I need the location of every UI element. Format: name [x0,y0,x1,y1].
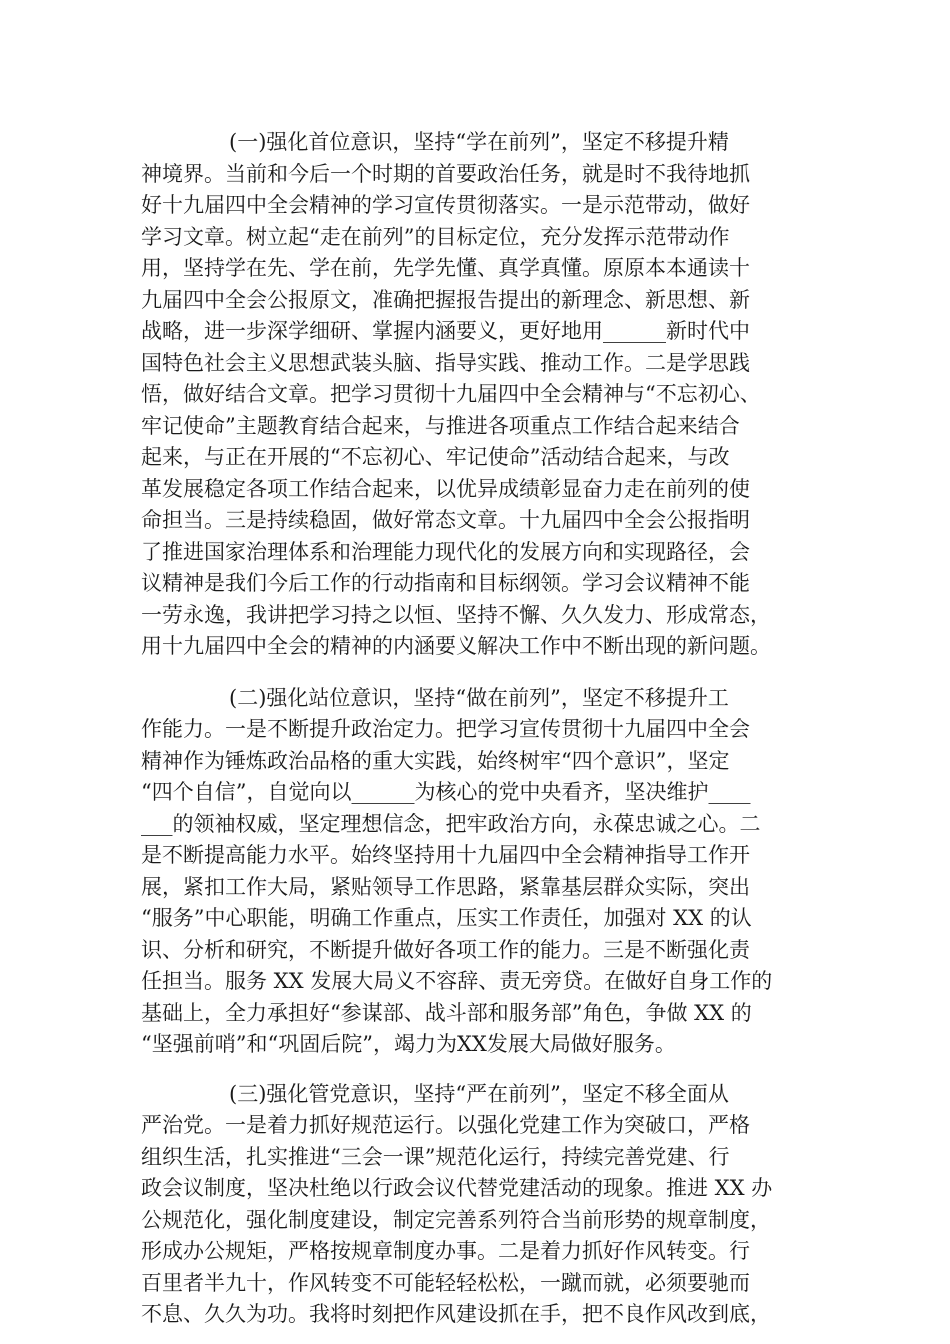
paragraph-line: 精神作为锤炼政治品格的重大实践，始终树牢“四个意识”，坚定 [141,748,730,773]
document-body [141,127,815,1331]
paragraph-line: 革发展稳定各项工作结合起来，以优异成绩彰显奋力走在前列的使 [141,476,750,501]
paragraph-line: 了推进国家治理体系和治理能力现代化的发展方向和实现路径，会 [141,539,750,564]
paragraph-line: 作能力。一是不断提升政治定力。把学习宣传贯彻十九届四中全会 [141,717,750,741]
paragraph-2 [141,683,815,1061]
paragraph-line: 组织生活，扎实推进“三会一课”规范化运行，持续完善党建、行 [141,1144,730,1169]
paragraph-line: 政会议制度，坚决杜绝以行政会议代替党建活动的现象。推进 XX 办 [141,1176,773,1200]
paragraph-line: “四个自信”，自觉向以______为核心的党中央看齐，坚决维护____ [141,780,751,804]
paragraph-line: 学习文章。树立起“走在前列”的目标定位，充分发挥示范带动作 [141,224,730,249]
paragraph-line: 不息、久久为功。我将时刻把作风建设抓在手，把不良作风改到底， [141,1302,771,1326]
paragraph-line: “坚强前哨”和“巩固后院”，竭力为XX发展大局做好服务。 [141,1032,676,1056]
paragraph-line: 起来，与正在开展的“不忘初心、牢记使命”活动结合起来，与改 [141,445,730,469]
paragraph-line: (一)强化首位意识，坚持“学在前列”，坚定不移提升精 [229,130,729,154]
paragraph-line: (二)强化站位意识，坚持“做在前列”，坚定不移提升工 [229,685,729,710]
paragraph-line: 议精神是我们今后工作的行动指南和目标纲领。学习会议精神不能 [141,571,750,595]
paragraph-line: 神境界。当前和今后一个时期的首要政治任务，就是时不我待地抓 [141,161,750,186]
paragraph-line: (三)强化管党意识，坚持“严在前列”，坚定不移全面从 [229,1081,729,1106]
paragraph-spacer [141,663,815,683]
paragraph-line: 严治党。一是着力抓好规范运行。以强化党建工作为突破口，严格 [141,1113,750,1137]
paragraph-line: 命担当。三是持续稳固，做好常态文章。十九届四中全会公报指明 [141,508,750,532]
paragraph-line: 百里者半九十，作风转变不可能轻轻松松，一蹴而就，必须要驰而 [141,1270,750,1295]
paragraph-line: 基础上，全力承担好“参谋部、战斗部和服务部”角色，争做 XX 的 [141,1000,752,1025]
paragraph-3 [141,1079,815,1331]
paragraph-line: 形成办公规矩，严格按规章制度办事。二是着力抓好作风转变。行 [141,1239,750,1263]
paragraph-spacer [141,1061,815,1079]
paragraph-line: 一劳永逸，我讲把学习持之以恒、坚持不懈、久久发力、形成常态， [141,602,771,627]
paragraph-line: 战略，进一步深学细研、掌握内涵要义，更好地用______新时代中 [141,319,750,343]
paragraph-line: 公规范化，强化制度建设，制定完善系列符合当前形势的规章制度， [141,1207,771,1232]
paragraph-line: ___的领袖权威，坚定理想信念，把牢政治方向，永葆忠诚之心。二 [141,811,761,836]
paragraph-line: 展，紧扣工作大局，紧贴领导工作思路，紧靠基层群众实际，突出 [141,874,750,899]
paragraph-line: 好十九届四中全会精神的学习宣传贯彻落实。一是示范带动，做好 [141,193,750,217]
paragraph-line: 悟，做好结合文章。把学习贯彻十九届四中全会精神与“不忘初心、 [141,382,761,406]
paragraph-line: 任担当。服务 XX 发展大局义不容辞、责无旁贷。在做好自身工作的 [141,969,773,993]
paragraph-line: “服务”中心职能，明确工作重点，压实工作责任，加强对 XX 的认 [141,906,752,930]
paragraph-line: 牢记使命”主题教育结合起来，与推进各项重点工作结合起来结合 [141,413,740,438]
paragraph-line: 九届四中全会公报原文，准确把握报告提出的新理念、新思想、新 [141,287,750,312]
paragraph-line: 用，坚持学在先、学在前，先学先懂、真学真懂。原原本本通读十 [141,256,750,280]
paragraph-line: 是不断提高能力水平。始终坚持用十九届四中全会精神指导工作开 [141,843,750,867]
paragraph-line: 国特色社会主义思想武装头脑、指导实践、推动工作。二是学思践 [141,350,750,375]
paragraph-line: 用十九届四中全会的精神的内涵要义解决工作中不断出现的新问题。 [141,634,771,658]
paragraph-1 [141,127,815,663]
paragraph-line: 识、分析和研究，不断提升做好各项工作的能力。三是不断强化责 [141,937,750,962]
